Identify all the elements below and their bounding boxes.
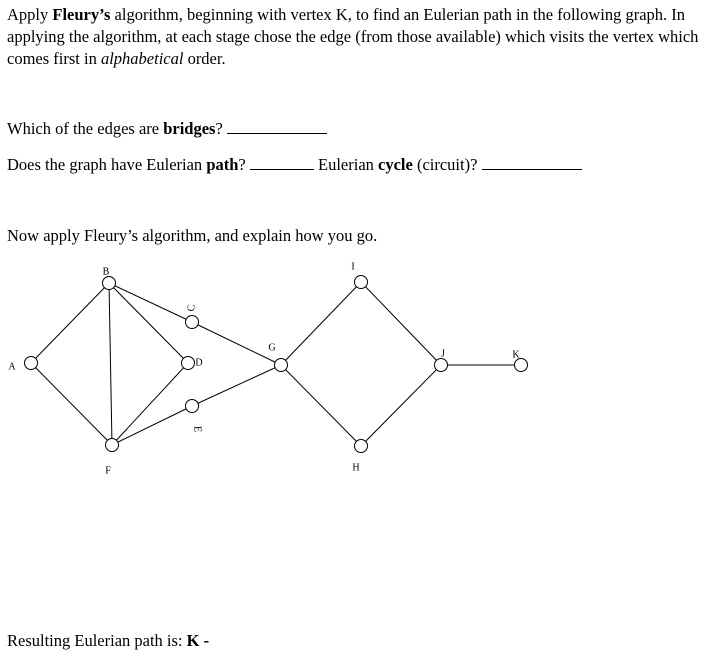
graph-diagram: [0, 256, 560, 486]
vertex-A: [25, 357, 38, 370]
edge-G-I: [281, 282, 361, 365]
vertex-label-B: B: [102, 266, 110, 278]
vertex-label-K: K: [512, 349, 520, 361]
vertex-B: [103, 277, 116, 290]
vertex-label-I: I: [351, 261, 355, 273]
vertex-F: [106, 439, 119, 452]
edge-B-F: [109, 283, 112, 445]
edge-B-D: [109, 283, 188, 363]
alphabetical-emphasis: alphabetical: [100, 49, 184, 68]
result-path: K -: [186, 631, 210, 650]
vertex-D: [182, 357, 195, 370]
edge-H-J: [361, 365, 441, 446]
algorithm-name: Fleury’s: [52, 5, 111, 24]
vertex-I: [355, 276, 368, 289]
edge-A-B: [31, 283, 109, 363]
vertex-label-E: E: [191, 425, 203, 433]
edge-I-J: [361, 282, 441, 365]
vertex-label-D: D: [195, 357, 203, 369]
edge-E-G: [192, 365, 281, 406]
path-answer-blank[interactable]: [250, 155, 314, 170]
cycle-answer-blank[interactable]: [482, 155, 582, 170]
vertex-G: [275, 359, 288, 372]
apply-instruction: Now apply Fleury’s algorithm, and explain how you go.: [7, 226, 378, 245]
edge-B-C: [109, 283, 192, 322]
vertex-E: [186, 400, 199, 413]
vertex-C: [186, 316, 199, 329]
vertex-label-A: A: [8, 361, 16, 373]
edge-E-F: [112, 406, 192, 445]
vertex-label-F: F: [105, 465, 111, 477]
bridges-question: Which of the edges are bridges?: [7, 118, 327, 140]
vertex-K: [515, 359, 528, 372]
vertex-J: [435, 359, 448, 372]
vertex-label-G: G: [268, 342, 276, 354]
eulerian-question: Does the graph have Eulerian path? Eulerian cycle (circuit)?: [7, 154, 582, 176]
edge-G-H: [281, 365, 361, 446]
bridges-answer-blank[interactable]: [227, 119, 327, 134]
vertex-label-J: J: [441, 348, 445, 360]
vertex-H: [355, 440, 368, 453]
edge-D-F: [112, 363, 188, 445]
edge-A-F: [31, 363, 112, 445]
vertex-label-C: C: [186, 304, 198, 312]
vertex-label-H: H: [352, 462, 360, 474]
result-line: Resulting Eulerian path is: K -: [7, 631, 210, 650]
problem-statement: Apply Fleury’s algorithm, beginning with vertex K, to find an Eulerian path in the following graph. In applying the algorithm, at each stage chose the edge (from those available) which visits the vertex which comes first in alphabetical order.: [7, 5, 699, 68]
